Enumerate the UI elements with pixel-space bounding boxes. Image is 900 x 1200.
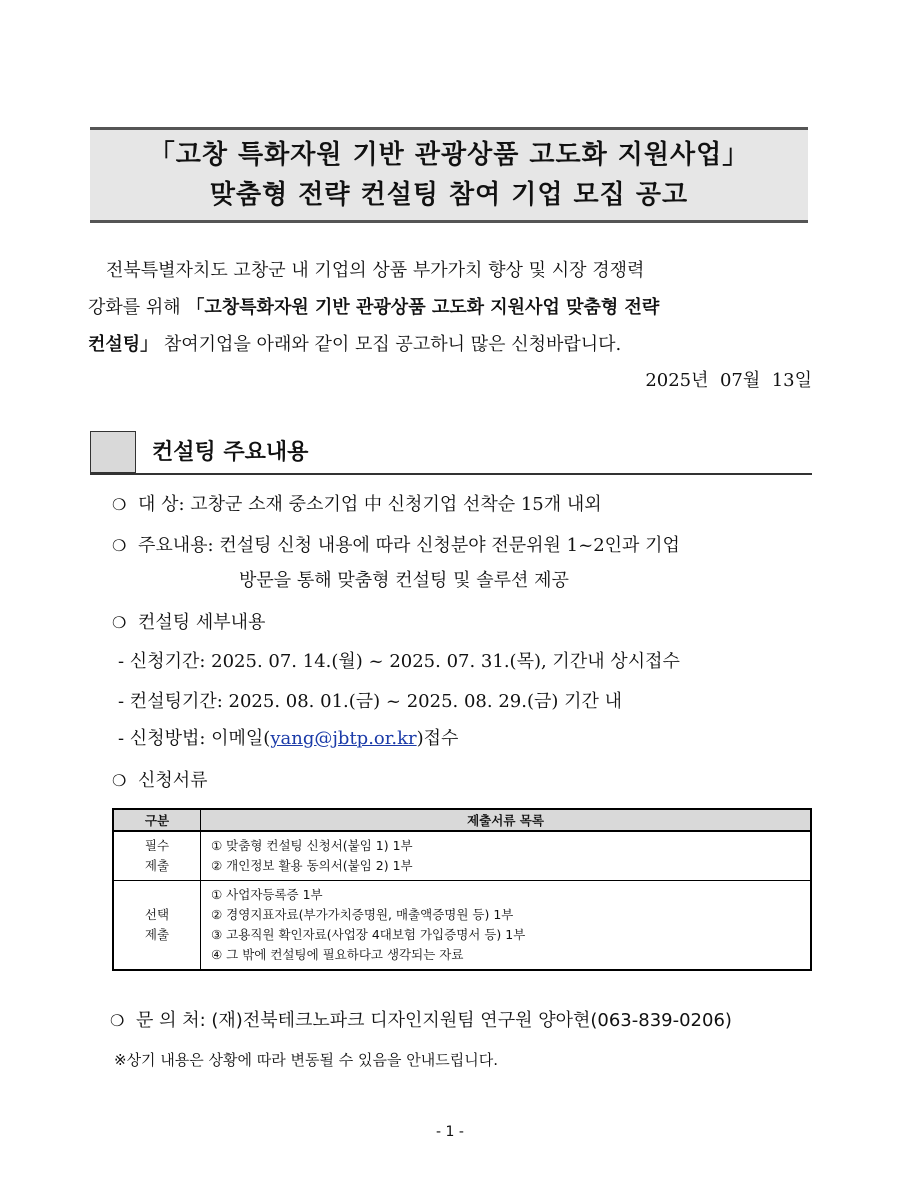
target-value: 고창군 소재 중소기업 中 신청기업 선착순 15개 내외 [184, 494, 602, 515]
list-item: ① 사업자등록증 1부 [211, 887, 323, 902]
list-item: ① 맞춤형 컨설팅 신청서(붙임 1) 1부 [211, 838, 413, 853]
detail-period: - 신청기간: 2025. 07. 14.(월) ~ 2025. 07. 31.(목), 기간내 상시접수 [118, 651, 680, 672]
title-box [90, 127, 808, 223]
detail-label: 컨설팅 세부내용 [138, 612, 266, 633]
section-marker-box [90, 431, 136, 473]
content-label: 주요내용: [138, 535, 214, 556]
optional-category-line-1: 선택 [144, 907, 170, 922]
required-items [201, 831, 812, 881]
intro-line-3 [88, 326, 816, 363]
section-title: 컨설팅 주요내용 [152, 440, 309, 465]
target-row [112, 490, 602, 516]
table-header-category: 구분 [113, 809, 201, 831]
intro-program-name: 「고창특화자원 기반 관광상품 고도화 지원사업 맞춤형 전략 [186, 297, 660, 318]
announcement-date: 2025년 07월 13일 [645, 370, 812, 391]
intro-line-3-text: 참여기업을 아래와 같이 모집 공고하니 많은 신청바랍니다. [158, 334, 622, 355]
circle-bullet-icon: ❍ [112, 536, 127, 555]
contact-value: (재)전북테크노파크 디자인지원팀 연구원 양아현(063-839-0206) [205, 1010, 732, 1031]
required-category-line-2: 제출 [144, 858, 170, 873]
detail-method [118, 724, 458, 750]
title-line-1: 「고창 특화자원 기반 관광상품 고도화 지원사업」 [148, 140, 750, 170]
section-header [90, 431, 812, 475]
list-item: ④ 그 밖에 컨설팅에 필요하다고 생각되는 자료 [211, 947, 464, 962]
circle-bullet-icon: ❍ [112, 771, 127, 790]
detail-row [112, 608, 265, 634]
table-header-list: 제출서류 목록 [201, 809, 812, 831]
page-number: - 1 - [436, 1124, 464, 1140]
title-line-2: 맞춤형 전략 컨설팅 참여 기업 모집 공고 [209, 180, 689, 210]
optional-category-line-2: 제출 [144, 927, 170, 942]
detail-method-end: )접수 [416, 728, 459, 749]
docs-row [112, 766, 208, 792]
table-header-row [113, 809, 811, 831]
optional-items [201, 881, 812, 971]
documents-table [112, 808, 812, 971]
list-item: ② 경영지표자료(부가가치증명원, 매출액증명원 등) 1부 [211, 907, 514, 922]
intro-program-name-end: 컨설팅」 [88, 334, 159, 355]
target-label: 대 상: [138, 494, 185, 515]
list-item: ② 개인정보 활용 동의서(붙임 2) 1부 [211, 858, 413, 873]
content-row [112, 531, 680, 557]
detail-consulting-period: - 컨설팅기간: 2025. 08. 01.(금) ~ 2025. 08. 29.(금) 기간 내 [118, 691, 622, 712]
intro-line-2-text: 강화를 위해 [88, 297, 187, 318]
required-category [113, 831, 201, 881]
list-item: ③ 고용직원 확인자료(사업장 4대보험 가입증명서 등) 1부 [211, 927, 526, 942]
circle-bullet-icon: ❍ [112, 495, 127, 514]
table-row-required [113, 831, 811, 881]
circle-bullet-icon: ❍ [112, 613, 127, 632]
notice-text: ※상기 내용은 상황에 따라 변동될 수 있음을 안내드립니다. [114, 1051, 498, 1069]
content-value-line-1: 컨설팅 신청 내용에 따라 신청분야 전문위원 1~2인과 기업 [213, 535, 680, 556]
circle-bullet-icon: ❍ [110, 1011, 125, 1030]
email-link[interactable]: yang@jbtp.or.kr [270, 728, 417, 749]
required-category-line-1: 필수 [144, 838, 170, 853]
intro-line-2 [88, 289, 816, 326]
intro-paragraph [88, 252, 816, 363]
intro-line-1: 전북특별자치도 고창군 내 기업의 상품 부가가치 향상 및 시장 경쟁력 [106, 260, 645, 281]
table-row-optional [113, 881, 811, 971]
contact-label: 문 의 처: [136, 1010, 206, 1031]
detail-method-text: - 신청방법: 이메일( [118, 728, 271, 749]
contact-row [110, 1006, 732, 1032]
optional-category [113, 881, 201, 971]
content-value-line-2: 방문을 통해 맞춤형 컨설팅 및 솔루션 제공 [239, 570, 569, 591]
docs-label: 신청서류 [138, 770, 208, 791]
